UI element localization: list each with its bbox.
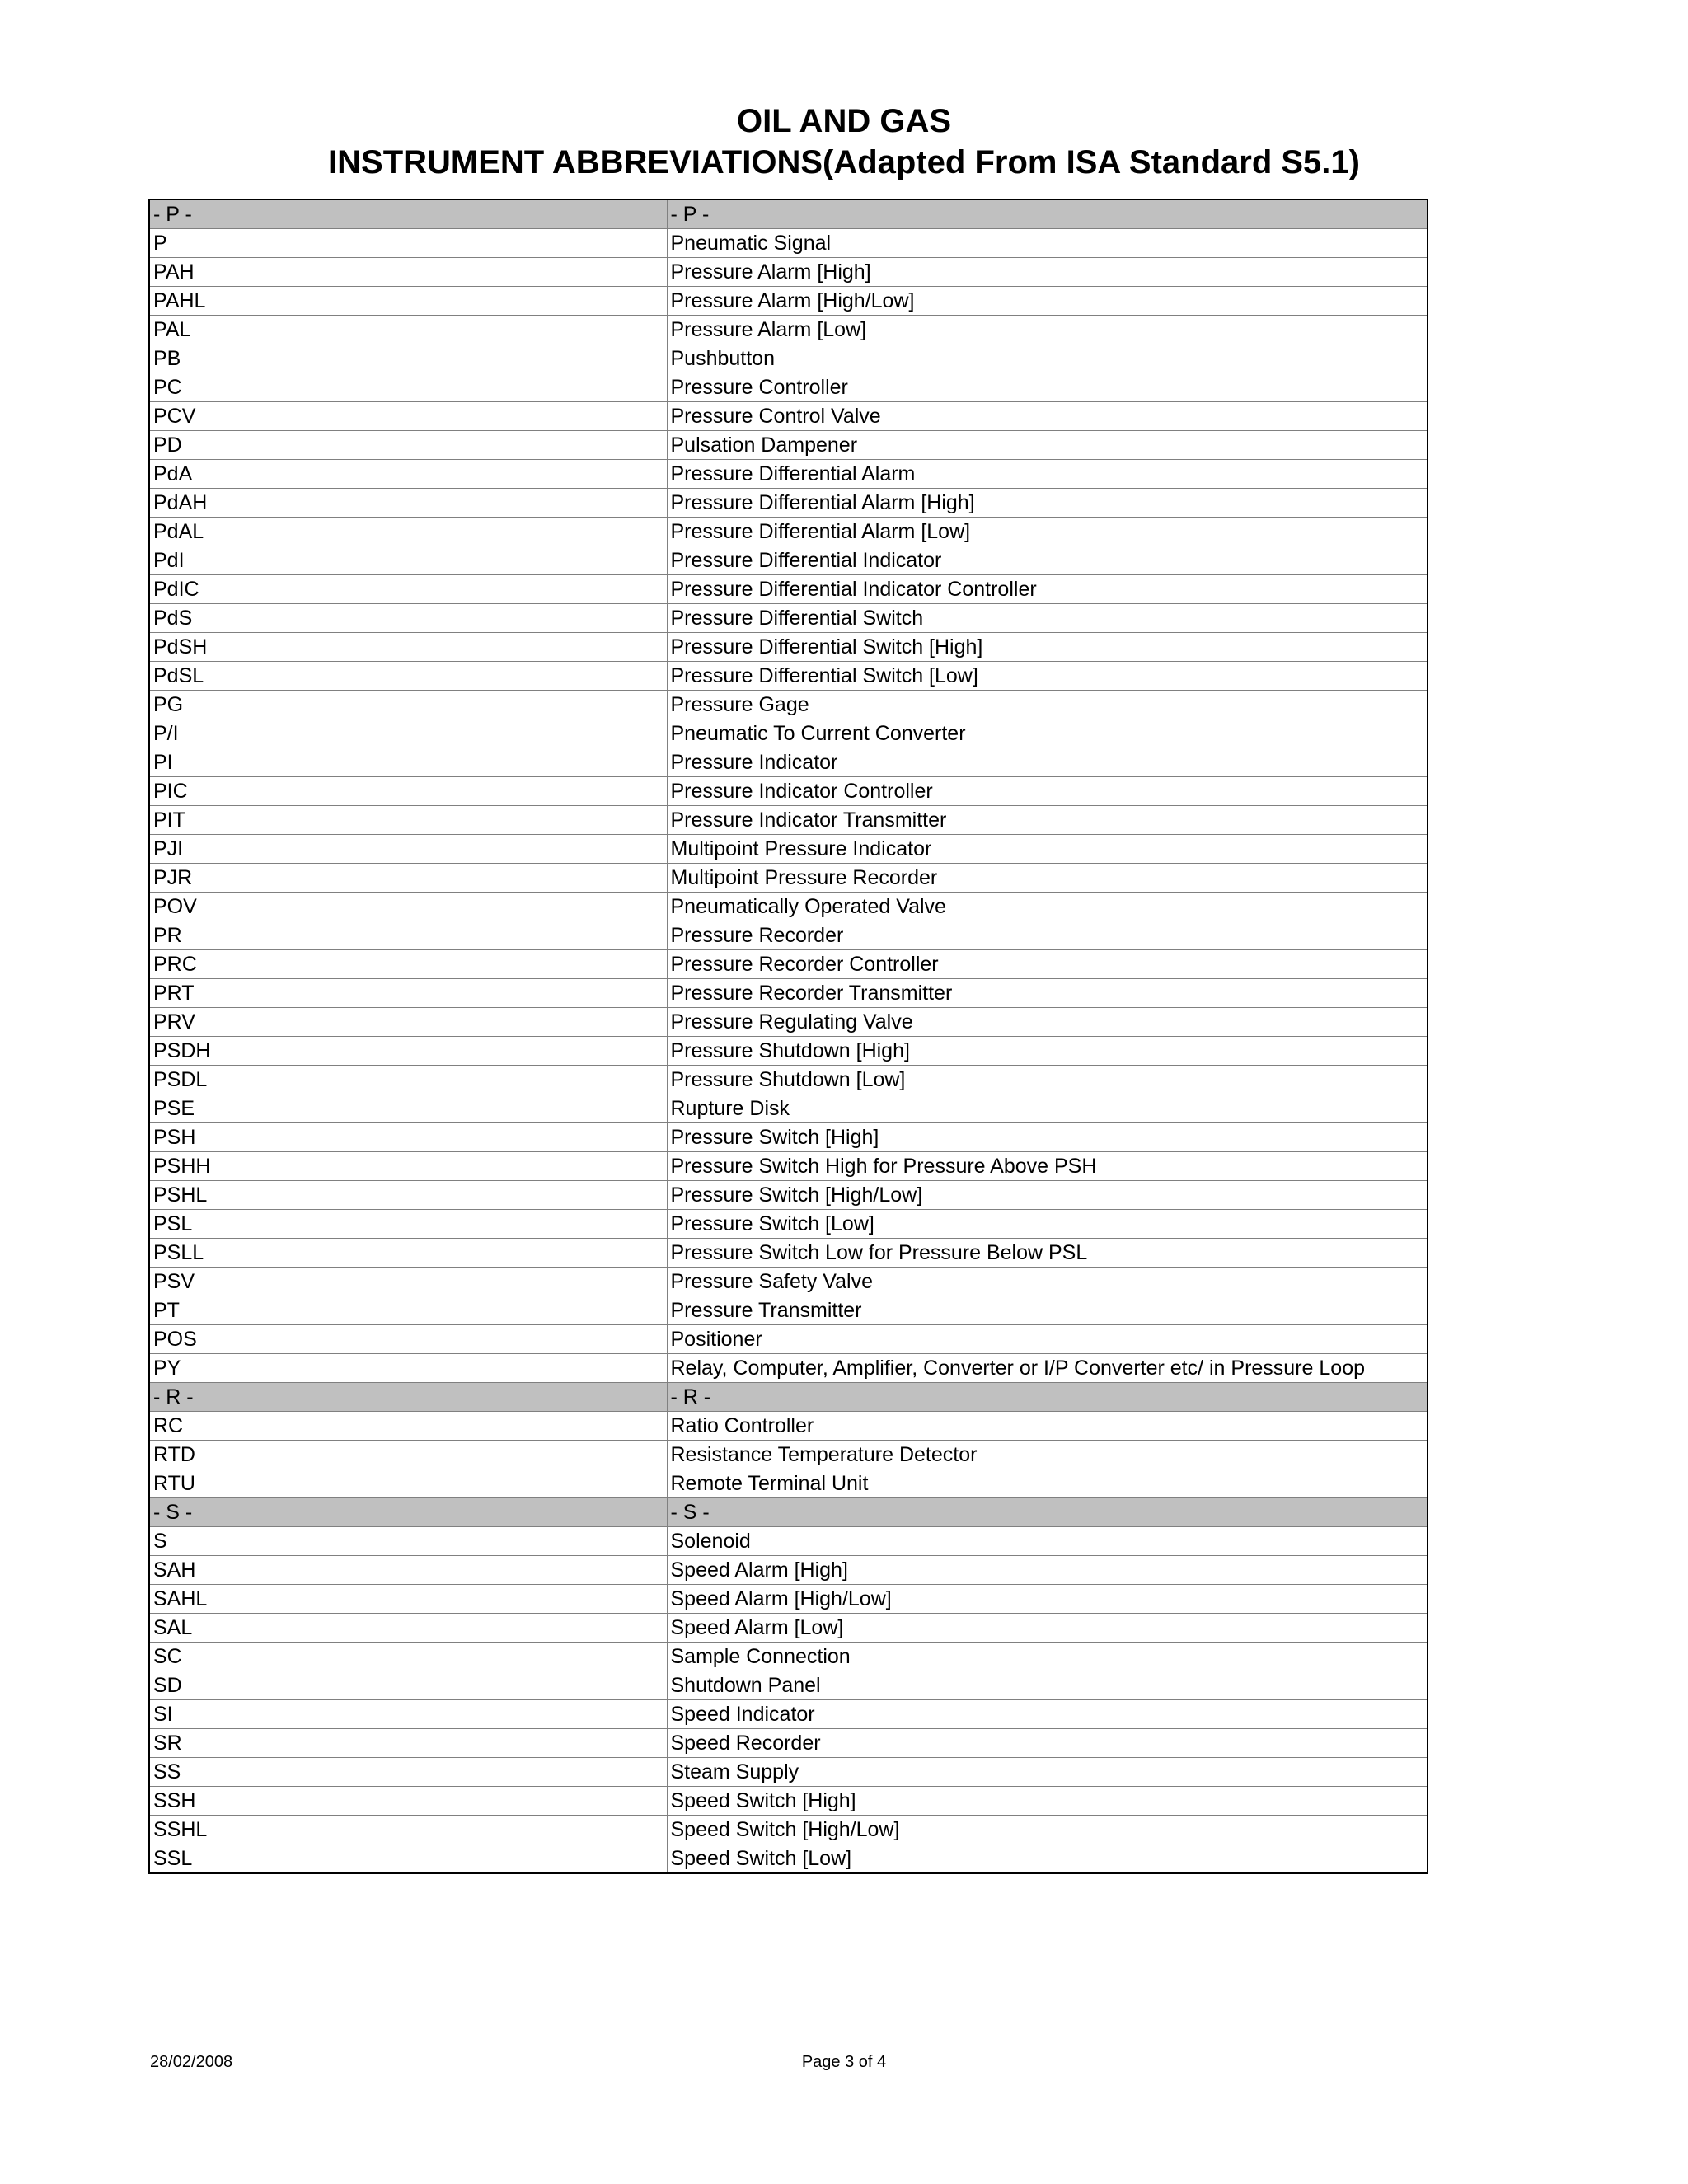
description-cell: Pressure Transmitter xyxy=(667,1296,1428,1325)
table-row xyxy=(149,489,1428,518)
section-header-code: - P - xyxy=(149,199,667,229)
description-cell: Speed Switch [Low] xyxy=(667,1844,1428,1874)
description-cell: Speed Alarm [High/Low] xyxy=(667,1585,1428,1614)
table-row xyxy=(149,1729,1428,1758)
abbreviation-cell: PdSH xyxy=(149,633,667,662)
description-cell: Pushbutton xyxy=(667,344,1428,373)
table-row xyxy=(149,662,1428,691)
table-row xyxy=(149,835,1428,864)
abbreviation-cell: PI xyxy=(149,748,667,777)
description-cell: Pressure Recorder xyxy=(667,921,1428,950)
section-header-description: - R - xyxy=(667,1383,1428,1412)
table-row xyxy=(149,1585,1428,1614)
section-header-row xyxy=(149,199,1428,229)
table-row xyxy=(149,1758,1428,1787)
description-cell: Relay, Computer, Amplifier, Converter or I/P Converter etc/ in Pressure Loop xyxy=(667,1354,1428,1383)
abbreviation-cell: RC xyxy=(149,1412,667,1441)
description-cell: Pneumatically Operated Valve xyxy=(667,893,1428,921)
table-row xyxy=(149,1844,1428,1874)
description-cell: Pressure Alarm [High] xyxy=(667,258,1428,287)
table-row xyxy=(149,1325,1428,1354)
description-cell: Pressure Differential Switch [High] xyxy=(667,633,1428,662)
table-row xyxy=(149,633,1428,662)
abbreviation-cell: PY xyxy=(149,1354,667,1383)
abbreviation-cell: SAH xyxy=(149,1556,667,1585)
description-cell: Shutdown Panel xyxy=(667,1671,1428,1700)
description-cell: Sample Connection xyxy=(667,1643,1428,1671)
abbreviation-cell: PR xyxy=(149,921,667,950)
table-row xyxy=(149,979,1428,1008)
abbreviation-cell: PSV xyxy=(149,1268,667,1296)
description-cell: Pressure Differential Alarm [High] xyxy=(667,489,1428,518)
abbreviation-cell: PdS xyxy=(149,604,667,633)
description-cell: Pressure Shutdown [High] xyxy=(667,1037,1428,1066)
table-row xyxy=(149,229,1428,258)
description-cell: Steam Supply xyxy=(667,1758,1428,1787)
abbreviation-cell: PdAH xyxy=(149,489,667,518)
abbreviation-cell: PJR xyxy=(149,864,667,893)
table-row xyxy=(149,1412,1428,1441)
table-row xyxy=(149,748,1428,777)
section-header-row xyxy=(149,1498,1428,1527)
description-cell: Pressure Differential Indicator Controller xyxy=(667,575,1428,604)
table-row xyxy=(149,546,1428,575)
abbreviation-cell: PT xyxy=(149,1296,667,1325)
abbreviation-cell: PSH xyxy=(149,1123,667,1152)
table-row xyxy=(149,1441,1428,1469)
table-row xyxy=(149,719,1428,748)
description-cell: Positioner xyxy=(667,1325,1428,1354)
table-row xyxy=(149,1094,1428,1123)
abbreviation-cell: SAL xyxy=(149,1614,667,1643)
abbreviation-cell: PCV xyxy=(149,402,667,431)
abbreviation-cell: POS xyxy=(149,1325,667,1354)
description-cell: Pneumatic Signal xyxy=(667,229,1428,258)
abbreviation-cell: PSLL xyxy=(149,1239,667,1268)
table-row xyxy=(149,431,1428,460)
description-cell: Remote Terminal Unit xyxy=(667,1469,1428,1498)
description-cell: Rupture Disk xyxy=(667,1094,1428,1123)
section-header-description: - P - xyxy=(667,199,1428,229)
description-cell: Speed Alarm [High] xyxy=(667,1556,1428,1585)
description-cell: Pressure Gage xyxy=(667,691,1428,719)
abbreviation-cell: P xyxy=(149,229,667,258)
table-row xyxy=(149,1239,1428,1268)
table-row xyxy=(149,691,1428,719)
abbreviation-cell: S xyxy=(149,1527,667,1556)
abbreviation-cell: PdAL xyxy=(149,518,667,546)
table-row xyxy=(149,1210,1428,1239)
description-cell: Pressure Safety Valve xyxy=(667,1268,1428,1296)
description-cell: Multipoint Pressure Recorder xyxy=(667,864,1428,893)
description-cell: Pressure Indicator xyxy=(667,748,1428,777)
abbreviations-table xyxy=(148,199,1428,1874)
table-row xyxy=(149,1123,1428,1152)
abbreviation-cell: PAHL xyxy=(149,287,667,316)
table-row xyxy=(149,1008,1428,1037)
description-cell: Pressure Differential Indicator xyxy=(667,546,1428,575)
description-cell: Resistance Temperature Detector xyxy=(667,1441,1428,1469)
abbreviation-cell: PJI xyxy=(149,835,667,864)
abbreviation-cell: PG xyxy=(149,691,667,719)
abbreviation-cell: SD xyxy=(149,1671,667,1700)
table-row xyxy=(149,258,1428,287)
description-cell: Pressure Alarm [Low] xyxy=(667,316,1428,344)
description-cell: Pressure Indicator Transmitter xyxy=(667,806,1428,835)
description-cell: Pressure Control Valve xyxy=(667,402,1428,431)
description-cell: Pressure Controller xyxy=(667,373,1428,402)
table-row xyxy=(149,864,1428,893)
section-header-code: - S - xyxy=(149,1498,667,1527)
table-row xyxy=(149,1527,1428,1556)
table-row xyxy=(149,777,1428,806)
abbreviation-cell: PAH xyxy=(149,258,667,287)
abbreviation-cell: PAL xyxy=(149,316,667,344)
footer-date: 28/02/2008 xyxy=(150,2053,233,2071)
table-row xyxy=(149,1556,1428,1585)
abbreviation-cell: PIC xyxy=(149,777,667,806)
abbreviation-cell: PC xyxy=(149,373,667,402)
abbreviation-cell: PSDH xyxy=(149,1037,667,1066)
table-row xyxy=(149,1268,1428,1296)
abbreviation-cell: POV xyxy=(149,893,667,921)
table-row xyxy=(149,344,1428,373)
table-row xyxy=(149,518,1428,546)
table-row xyxy=(149,604,1428,633)
description-cell: Pressure Switch High for Pressure Above PSH xyxy=(667,1152,1428,1181)
description-cell: Pressure Differential Switch xyxy=(667,604,1428,633)
table-row xyxy=(149,1296,1428,1325)
description-cell: Pressure Switch [High/Low] xyxy=(667,1181,1428,1210)
table-row xyxy=(149,1037,1428,1066)
abbreviation-cell: PSHH xyxy=(149,1152,667,1181)
abbreviation-cell: P/I xyxy=(149,719,667,748)
table-row xyxy=(149,460,1428,489)
description-cell: Pressure Switch [High] xyxy=(667,1123,1428,1152)
abbreviation-cell: SR xyxy=(149,1729,667,1758)
table-row xyxy=(149,402,1428,431)
description-cell: Speed Switch [High] xyxy=(667,1787,1428,1816)
section-header-code: - R - xyxy=(149,1383,667,1412)
table-row xyxy=(149,1671,1428,1700)
description-cell: Speed Switch [High/Low] xyxy=(667,1816,1428,1844)
table-row xyxy=(149,1469,1428,1498)
abbreviations-table-body xyxy=(149,199,1428,1873)
description-cell: Pressure Differential Alarm [Low] xyxy=(667,518,1428,546)
table-row xyxy=(149,1614,1428,1643)
description-cell: Pressure Differential Switch [Low] xyxy=(667,662,1428,691)
abbreviation-cell: SS xyxy=(149,1758,667,1787)
description-cell: Pressure Recorder Controller xyxy=(667,950,1428,979)
table-row xyxy=(149,1354,1428,1383)
description-cell: Speed Indicator xyxy=(667,1700,1428,1729)
table-row xyxy=(149,1816,1428,1844)
abbreviation-cell: PSE xyxy=(149,1094,667,1123)
abbreviation-cell: PdI xyxy=(149,546,667,575)
abbreviation-cell: RTU xyxy=(149,1469,667,1498)
abbreviation-cell: PB xyxy=(149,344,667,373)
description-cell: Pressure Shutdown [Low] xyxy=(667,1066,1428,1094)
abbreviation-cell: PRT xyxy=(149,979,667,1008)
abbreviation-cell: SSHL xyxy=(149,1816,667,1844)
table-row xyxy=(149,1700,1428,1729)
abbreviation-cell: PdA xyxy=(149,460,667,489)
description-cell: Pressure Alarm [High/Low] xyxy=(667,287,1428,316)
description-cell: Pressure Switch [Low] xyxy=(667,1210,1428,1239)
abbreviation-cell: SSL xyxy=(149,1844,667,1874)
abbreviation-cell: SI xyxy=(149,1700,667,1729)
abbreviation-cell: PIT xyxy=(149,806,667,835)
abbreviation-cell: SC xyxy=(149,1643,667,1671)
abbreviation-cell: SAHL xyxy=(149,1585,667,1614)
description-cell: Pneumatic To Current Converter xyxy=(667,719,1428,748)
abbreviation-cell: PdIC xyxy=(149,575,667,604)
description-cell: Pressure Differential Alarm xyxy=(667,460,1428,489)
abbreviation-cell: PRV xyxy=(149,1008,667,1037)
table-row xyxy=(149,893,1428,921)
section-header-description: - S - xyxy=(667,1498,1428,1527)
section-header-row xyxy=(149,1383,1428,1412)
description-cell: Pressure Regulating Valve xyxy=(667,1008,1428,1037)
table-row xyxy=(149,950,1428,979)
abbreviation-cell: PSHL xyxy=(149,1181,667,1210)
description-cell: Multipoint Pressure Indicator xyxy=(667,835,1428,864)
abbreviation-cell: RTD xyxy=(149,1441,667,1469)
document-title: OIL AND GAS xyxy=(736,103,952,139)
abbreviation-cell: PSL xyxy=(149,1210,667,1239)
abbreviation-cell: PdSL xyxy=(149,662,667,691)
description-cell: Pressure Switch Low for Pressure Below PSL xyxy=(667,1239,1428,1268)
abbreviation-cell: SSH xyxy=(149,1787,667,1816)
abbreviation-cell: PSDL xyxy=(149,1066,667,1094)
description-cell: Pressure Indicator Controller xyxy=(667,777,1428,806)
table-row xyxy=(149,1787,1428,1816)
description-cell: Speed Recorder xyxy=(667,1729,1428,1758)
table-row xyxy=(149,1066,1428,1094)
description-cell: Ratio Controller xyxy=(667,1412,1428,1441)
table-row xyxy=(149,921,1428,950)
table-row xyxy=(149,287,1428,316)
table-row xyxy=(149,806,1428,835)
abbreviation-cell: PRC xyxy=(149,950,667,979)
table-row xyxy=(149,1181,1428,1210)
abbreviation-cell: PD xyxy=(149,431,667,460)
table-row xyxy=(149,575,1428,604)
footer-page-number: Page 3 of 4 xyxy=(801,2053,887,2071)
document-subtitle: INSTRUMENT ABBREVIATIONS(Adapted From ISA Standard S5.1) xyxy=(328,144,1360,180)
table-row xyxy=(149,1643,1428,1671)
description-cell: Pressure Recorder Transmitter xyxy=(667,979,1428,1008)
description-cell: Speed Alarm [Low] xyxy=(667,1614,1428,1643)
table-row xyxy=(149,316,1428,344)
table-row xyxy=(149,373,1428,402)
description-cell: Pulsation Dampener xyxy=(667,431,1428,460)
table-row xyxy=(149,1152,1428,1181)
description-cell: Solenoid xyxy=(667,1527,1428,1556)
